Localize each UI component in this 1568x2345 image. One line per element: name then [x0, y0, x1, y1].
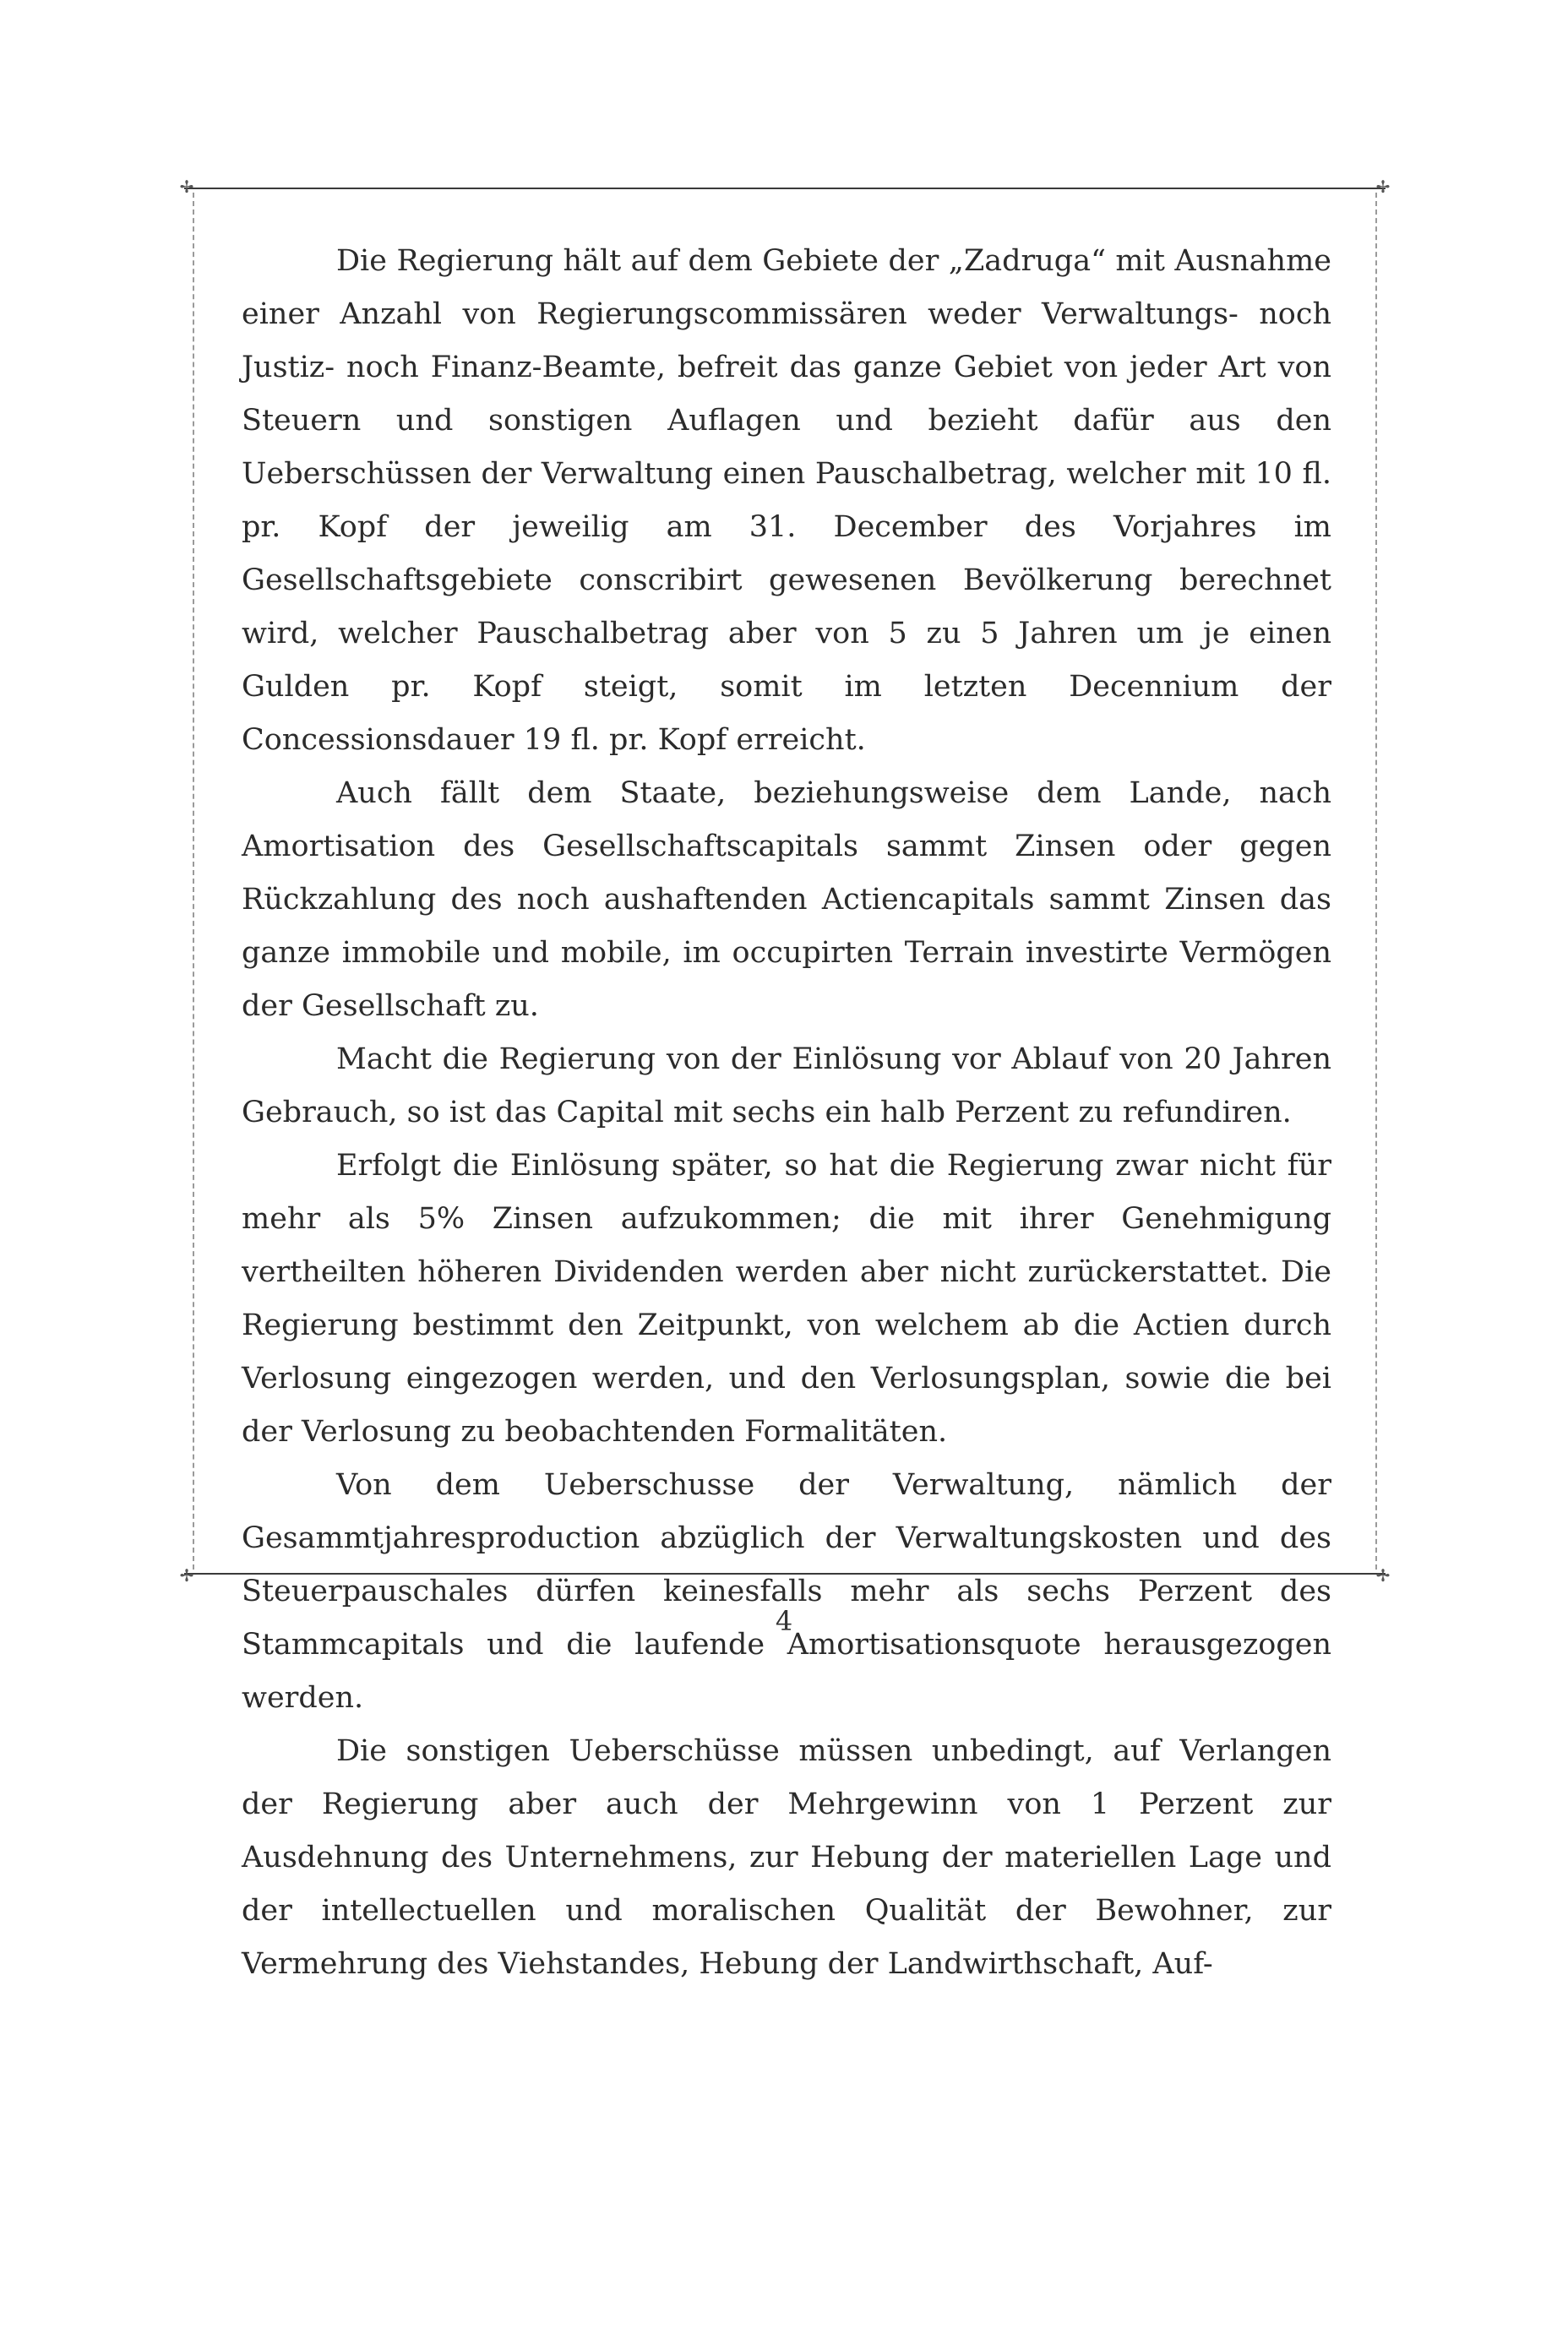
paragraph: Macht die Regierung von der Einlösung vor Ablauf von 20 Jahren Gebrauch, so ist das Capital mit sechs ein halb Perzent zu refundiren. [242, 1042, 1331, 1129]
right-border [1375, 193, 1377, 1570]
top-rule [184, 188, 1386, 189]
left-border [193, 193, 194, 1570]
page-number: 4 [775, 1605, 793, 1637]
paragraph: Erfolgt die Einlösung später, so hat die Regierung zwar nicht für mehr als 5% Zinsen aufzukommen; die mit ihrer Genehmigung vertheilten höheren Dividenden werden aber nicht zurückerstattet. Die Regierung bestimmt den Zeitpunkt, von welchem ab die Actien durch Verlosung eingezogen werden, und den Verlosungsplan, sowie die bei der Verlosung zu beobachtenden Formalitäten. [242, 1149, 1331, 1449]
paragraph: Von dem Ueberschusse der Verwaltung, nämlich der Gesammtjahresproduction abzüglich der Verwaltungskosten und des Steuerpauschales dürfen keinesfalls mehr als sechs Perzent des Stammcapitals und die laufende Amortisationsquote herausgezogen werden. [242, 1468, 1331, 1715]
body-text [242, 235, 1331, 1991]
paragraph: Auch fällt dem Staate, beziehungsweise dem Lande, nach Amortisation des Gesellschaftscapitals sammt Zinsen oder gegen Rückzahlung des noch aushaftenden Actiencapitals sammt Zinsen das ganze immobile und mobile, im occupirten Terrain investirte Vermögen der Gesellschaft zu. [242, 776, 1331, 1023]
paragraph: Die Regierung hält auf dem Gebiete der „Zadruga“ mit Ausnahme einer Anzahl von Regierungscommissären weder Verwaltungs- noch Justiz- noch Finanz-Beamte, befreit das ganze Gebiet von jeder Art von Steuern und sonstigen Auflagen und bezieht dafür aus den Ueberschüssen der Verwaltung einen Pauschalbetrag, welcher mit 10 fl. pr. Kopf der jeweilig am 31. December des Vorjahres im Gesellschaftsgebiete conscribirt gewesenen Bevölkerung berechnet wird, welcher Pauschalbetrag aber von 5 zu 5 Jahren um je einen Gulden pr. Kopf steigt, somit im letzten Decennium der Concessionsdauer 19 fl. pr. Kopf erreicht. [242, 244, 1331, 757]
paragraph: Die sonstigen Ueberschüsse müssen unbedingt, auf Verlangen der Regierung aber auch der Mehrgewinn von 1 Perzent zur Ausdehnung des Unternehmens, zur Hebung der materiellen Lage und der intellectuellen und moralischen Qualität der Bewohner, zur Vermehrung des Viehstandes, Hebung der Landwirthschaft, Auf- [242, 1734, 1331, 1981]
corner-ornament-icon: ✢ [179, 1565, 194, 1586]
corner-ornament-icon: ✢ [179, 177, 194, 197]
corner-ornament-icon: ✢ [1375, 177, 1391, 197]
corner-ornament-icon: ✢ [1375, 1565, 1391, 1586]
